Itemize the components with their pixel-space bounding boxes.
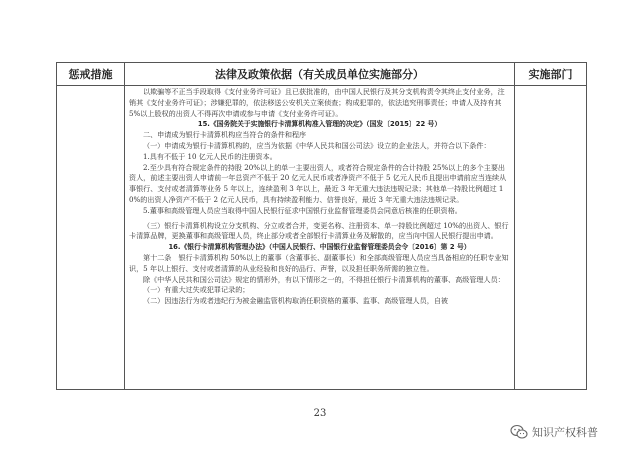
header-basis: 法律及政策依据（有关成员单位实施部分） <box>125 63 515 86</box>
paragraph: （二）因违法行为或者违纪行为被金融监管机构取消任职资格的董事、监事、高级管理人员，自被 <box>143 296 449 306</box>
paragraph: 以欺骗等不正当手段取得《支付业务许可证》且已获批准的，由中国人民银行及其分支机构责令其终止支付业务，注销其《支付业务许可证》；涉嫌犯罪的，依法移送公安机关立案侦查；构成犯罪的，依法追究刑事责任；申请人及持有其 5%以上股权的出资人不得再次申请或参与申请《支付业务许可证》。 <box>129 87 505 118</box>
paragraph: 除《中华人民共和国公司法》规定的情形外，有以下情形之一的，不得担任银行卡清算机构的董事、高级管理人员： <box>143 274 505 284</box>
department-cell <box>515 86 587 390</box>
paragraph: 二、申请成为银行卡清算机构应当符合的条件和程序 <box>143 130 307 140</box>
paragraph: 2.至少具有符合规定条件的持股 20%以上的单一主要出资人，或者符合规定条件的合计持股 25%以上的多个主要出资人，前述主要出资人申请前一年总资产不低于 20 亿元人民币或者净资产不低于 5 亿元人民币且提出申请前应当连续从事银行、支付或者清算等业务 5 年以上，连续盈利 3 年以上，最近 3 年无重大违法违规记录；其他单一持股比例超过 10%的出资人净资产不低于 2 亿元人民币，具有持续盈利能力、信誉良好，最近 3 年无重大违法违规记录。 <box>129 162 507 204</box>
header-department: 实施部门 <box>515 63 587 86</box>
basis-text <box>125 86 514 389</box>
watermark-text: 知识产权科普 <box>532 426 598 439</box>
paragraph: 1.具有不低于 10 亿元人民币的注册资本。 <box>143 151 277 161</box>
paragraph: 5.董事和高级管理人员应当取得中国人民银行征求中国银行业监督管理委员会同意后核准的任职资格。 <box>143 205 462 215</box>
paragraph: （三）银行卡清算机构设立分支机构、分立或者合并，变更名称、注册资本、单一持股比例超过 10%的出资人、银行卡清算品牌，更换董事和高级管理人员，终止部分或者全部银行卡清算业务及解散的，应当向中国人民银行提出申请。 <box>129 220 509 241</box>
regulation-heading: 16.《银行卡清算机构管理办法》（中国人民银行、中国银行业监督管理委员会令〔2016〕第 2 号） <box>168 243 471 252</box>
basis-cell <box>125 86 515 390</box>
wechat-icon <box>510 424 528 440</box>
table-header-row <box>57 63 587 86</box>
paragraph: （一）申请成为银行卡清算机构的，应当为依据《中华人民共和国公司法》设立的企业法人，并符合以下条件： <box>143 140 491 150</box>
regulation-heading: 15.《国务院关于实施银行卡清算机构准入管理的决定》（国发〔2015〕22 号） <box>197 120 442 129</box>
wechat-watermark <box>510 422 598 442</box>
page-number: 23 <box>313 408 327 419</box>
paragraph: （一）有重大过失或犯罪记录的； <box>143 285 250 295</box>
regulation-table <box>56 62 587 390</box>
measures-cell <box>57 86 125 390</box>
table-row <box>57 86 587 390</box>
header-measures: 惩戒措施 <box>57 63 125 86</box>
paragraph: 第十二条 银行卡清算机构 50%以上的董事（含董事长、副董事长）和全部高级管理人员应当具备相应的任职专业知识，5 年以上银行、支付或者清算的从业经验和良好的品行、声誉，以及担任职务所需的独立性。 <box>129 252 509 273</box>
